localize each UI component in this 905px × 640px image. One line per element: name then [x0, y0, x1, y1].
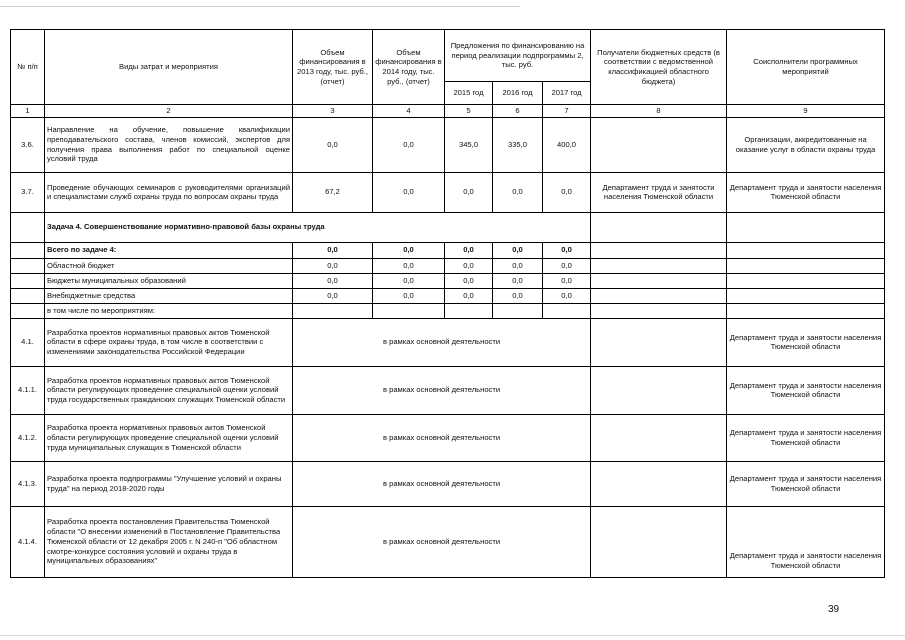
column-number: 7: [543, 105, 591, 118]
header-2014: Объем финансирования в 2014 году, тыс. руб., (отчет): [373, 30, 445, 105]
header-kinds: Виды затрат и мероприятия: [45, 30, 293, 105]
row-text: Разработка проекта постановления Правительства Тюменской области "О внесении изменений в Постановление Правительства Тюменской области от 12 декабря 2005 г. N 240-п "Об областном смотре-конкурсе состояния условий и охраны труда в муниципальных образованиях": [45, 506, 293, 577]
empty-cell: [373, 303, 445, 318]
total-2017: 0,0: [543, 242, 591, 258]
scan-edge-bottom: [0, 635, 905, 636]
column-number: 9: [727, 105, 885, 118]
municipal-label: Бюджеты муниципальных образований: [45, 273, 293, 288]
column-number: 6: [493, 105, 543, 118]
row-executor: Департамент труда и занятости населения Тюменской области: [727, 506, 885, 577]
row-recipient: [591, 117, 727, 172]
row-2013: 0,0: [293, 117, 373, 172]
header-year-2015: 2015 год: [445, 82, 493, 105]
table-row: [11, 366, 885, 414]
empty-cell: [727, 258, 885, 273]
extrabudget-label: Внебюджетные средства: [45, 288, 293, 303]
row-executor: Департамент труда и занятости населения Тюменской области: [727, 461, 885, 506]
regional-2013: 0,0: [293, 258, 373, 273]
row-2015: 0,0: [445, 172, 493, 212]
task4-regional-row: [11, 258, 885, 273]
table-row: [11, 172, 885, 212]
row-num: 4.1.3.: [11, 461, 45, 506]
empty-cell: [11, 273, 45, 288]
row-executor: Департамент труда и занятости населения Тюменской области: [727, 318, 885, 366]
task4-title-num-cell: [11, 212, 45, 242]
row-funding: в рамках основной деятельности: [293, 414, 591, 461]
row-executor: Департамент труда и занятости населения Тюменской области: [727, 172, 885, 212]
header-2013: Объем финансирования в 2013 году, тыс. руб., (отчет): [293, 30, 373, 105]
column-numbers-row: [11, 105, 885, 118]
column-number: 3: [293, 105, 373, 118]
empty-cell: [591, 258, 727, 273]
empty-cell: [591, 242, 727, 258]
row-2014: 0,0: [373, 117, 445, 172]
row-funding: в рамках основной деятельности: [293, 318, 591, 366]
municipal-2014: 0,0: [373, 273, 445, 288]
task4-title-row: [11, 212, 885, 242]
row-2013: 67,2: [293, 172, 373, 212]
empty-cell: [11, 242, 45, 258]
task4-total-row: [11, 242, 885, 258]
row-num: 4.1.2.: [11, 414, 45, 461]
empty-cell: [727, 242, 885, 258]
column-number: 5: [445, 105, 493, 118]
table-row: [11, 461, 885, 506]
task4-title-recipient-cell: [591, 212, 727, 242]
row-num: 4.1.: [11, 318, 45, 366]
row-num: 4.1.4.: [11, 506, 45, 577]
empty-cell: [11, 288, 45, 303]
empty-cell: [591, 414, 727, 461]
row-funding: в рамках основной деятельности: [293, 506, 591, 577]
header-proposals: Предложения по финансированию на период реализации подпрограммы 2, тыс. руб.: [445, 30, 591, 82]
empty-cell: [727, 273, 885, 288]
table-header-row: [11, 30, 885, 82]
row-funding: в рамках основной деятельности: [293, 461, 591, 506]
regional-2014: 0,0: [373, 258, 445, 273]
total-2013: 0,0: [293, 242, 373, 258]
empty-cell: [493, 303, 543, 318]
row-num: 3.7.: [11, 172, 45, 212]
empty-cell: [727, 303, 885, 318]
extrabudget-2015: 0,0: [445, 288, 493, 303]
empty-cell: [591, 506, 727, 577]
municipal-2016: 0,0: [493, 273, 543, 288]
total-label: Всего по задаче 4:: [45, 242, 293, 258]
empty-cell: [591, 288, 727, 303]
header-num: № п/п: [11, 30, 45, 105]
task4-municipal-row: [11, 273, 885, 288]
financing-table: [10, 29, 885, 578]
task4-title-executor-cell: [727, 212, 885, 242]
row-num: 4.1.1.: [11, 366, 45, 414]
regional-2017: 0,0: [543, 258, 591, 273]
total-2014: 0,0: [373, 242, 445, 258]
scan-edge-top: [0, 6, 520, 7]
page-number: 39: [828, 604, 840, 615]
row-text: Разработка проектов нормативных правовых актов Тюменской области в сфере охраны труда, в том числе в соответствии с изменениями законодательства Российской Федерации: [45, 318, 293, 366]
row-executor: Департамент труда и занятости населения Тюменской области: [727, 414, 885, 461]
empty-cell: [445, 303, 493, 318]
including-label: в том числе по мероприятиям:: [45, 303, 293, 318]
municipal-2013: 0,0: [293, 273, 373, 288]
empty-cell: [727, 288, 885, 303]
regional-2015: 0,0: [445, 258, 493, 273]
row-text: Направление на обучение, повышение квалификации преподавательского состава, членов комиссий, экспертов для получения права выполнения работ по специальной оценке условий труда: [45, 117, 293, 172]
column-number: 2: [45, 105, 293, 118]
column-number: 1: [11, 105, 45, 118]
row-recipient: Департамент труда и занятости населения Тюменской области: [591, 172, 727, 212]
municipal-2015: 0,0: [445, 273, 493, 288]
total-2015: 0,0: [445, 242, 493, 258]
empty-cell: [11, 303, 45, 318]
task4-including-row: [11, 303, 885, 318]
task4-title: Задача 4. Совершенствование нормативно-правовой базы охраны труда: [45, 212, 591, 242]
header-recipients: Получатели бюджетных средств (в соответствии с ведомственной классификацией областного бюджета): [591, 30, 727, 105]
extrabudget-2014: 0,0: [373, 288, 445, 303]
header-year-2017: 2017 год: [543, 82, 591, 105]
table-row: [11, 506, 885, 577]
extrabudget-2013: 0,0: [293, 288, 373, 303]
table-row: [11, 318, 885, 366]
extrabudget-2016: 0,0: [493, 288, 543, 303]
row-text: Разработка проектов нормативных правовых актов Тюменской области регулирующих проведение специальной оценки условий труда государственных гражданских служащих Тюменской области: [45, 366, 293, 414]
row-executor: Департамент труда и занятости населения Тюменской области: [727, 366, 885, 414]
row-text: Разработка проекта подпрограммы "Улучшение условий и охраны труда" на период 2018-2020 годы: [45, 461, 293, 506]
total-2016: 0,0: [493, 242, 543, 258]
row-2016: 0,0: [493, 172, 543, 212]
empty-cell: [293, 303, 373, 318]
table-row: [11, 117, 885, 172]
header-year-2016: 2016 год: [493, 82, 543, 105]
empty-cell: [543, 303, 591, 318]
row-num: 3.6.: [11, 117, 45, 172]
regional-2016: 0,0: [493, 258, 543, 273]
table-row: [11, 414, 885, 461]
row-text: Разработка проекта нормативных правовых актов Тюменской области регулирующих проведение специальной оценки условий труда муниципальных служащих в Тюменской области: [45, 414, 293, 461]
empty-cell: [11, 258, 45, 273]
empty-cell: [591, 318, 727, 366]
municipal-2017: 0,0: [543, 273, 591, 288]
row-2015: 345,0: [445, 117, 493, 172]
row-2016: 335,0: [493, 117, 543, 172]
empty-cell: [591, 303, 727, 318]
empty-cell: [591, 366, 727, 414]
column-number: 4: [373, 105, 445, 118]
empty-cell: [591, 273, 727, 288]
row-2017: 0,0: [543, 172, 591, 212]
row-2017: 400,0: [543, 117, 591, 172]
row-2014: 0,0: [373, 172, 445, 212]
header-executors: Соисполнители программных мероприятий: [727, 30, 885, 105]
regional-label: Областной бюджет: [45, 258, 293, 273]
empty-cell: [591, 461, 727, 506]
row-text: Проведение обучающих семинаров с руководителями организаций и специалистами служб охраны труда по вопросам охраны труда: [45, 172, 293, 212]
row-executor: Организации, аккредитованные на оказание услуг в области охраны труда: [727, 117, 885, 172]
column-number: 8: [591, 105, 727, 118]
row-funding: в рамках основной деятельности: [293, 366, 591, 414]
task4-extrabudget-row: [11, 288, 885, 303]
extrabudget-2017: 0,0: [543, 288, 591, 303]
